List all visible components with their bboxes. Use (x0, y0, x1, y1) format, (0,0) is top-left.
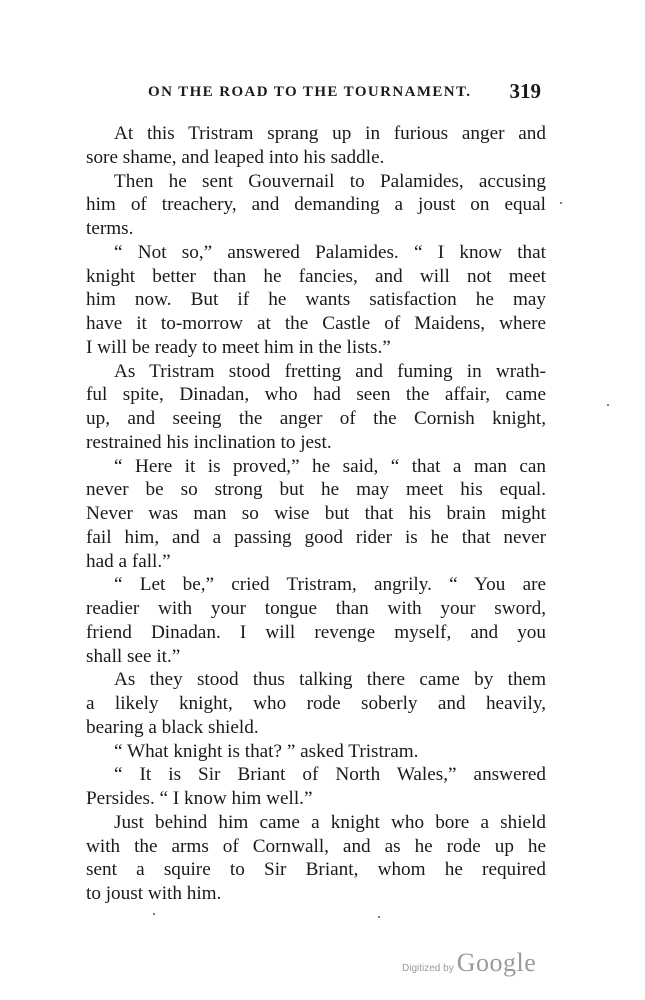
text-line: Persides. “ I know him well.” (86, 788, 313, 809)
text-line: with the arms of Cornwall, and as he rode up he (86, 835, 546, 857)
text-line: knight better than he fancies, and will not meet (86, 265, 546, 287)
text-line: readier with your tongue than with your sword, (86, 598, 546, 619)
text-line: terms. (86, 218, 134, 239)
specks (153, 913, 155, 915)
text-line: bearing a black shield. (86, 716, 259, 738)
text-line: “ Let be,” cried Tristram, angrily. “ You are (114, 574, 546, 596)
text-line: Just behind him came a knight who bore a shield (114, 811, 546, 833)
specks (607, 404, 609, 406)
specks (560, 202, 562, 204)
text-line: “ Not so,” answered Palamides. “ I know that (114, 241, 546, 263)
text-line: sent a squire to Sir Briant, whom he required (86, 859, 546, 881)
text-line: him of treachery, and demanding a joust on equal (86, 194, 546, 216)
body-text (86, 122, 546, 906)
text-line: “ Here it is proved,” he said, “ that a man can (114, 455, 546, 477)
text-line: ful spite, Dinadan, who had seen the affair, came (86, 384, 546, 406)
text-line: never be so strong but he may meet his equal. (86, 479, 546, 501)
watermark-prefix: Digitized by (402, 963, 454, 974)
text-line: restrained his inclination to jest. (86, 431, 332, 453)
text-line: him now. But if he wants satisfaction he may (86, 289, 546, 311)
text-line: friend Dinadan. I will revenge myself, and you (86, 621, 546, 643)
text-line: sore shame, and leaped into his saddle. (86, 146, 385, 168)
text-line: At this Tristram sprang up in furious anger and (114, 123, 546, 144)
text-line: Never was man so wise but that his brain might (86, 503, 546, 524)
text-line: “ What knight is that? ” asked Tristram. (114, 740, 419, 762)
specks (378, 916, 380, 918)
text-line: up, and seeing the anger of the Cornish knight, (86, 408, 546, 429)
watermark-brand: Google (456, 948, 537, 977)
text-line: As Tristram stood fretting and fuming in wrath- (114, 360, 546, 382)
digitized-by-watermark (402, 948, 536, 978)
text-line: Then he sent Gouvernail to Palamides, accusing (114, 170, 546, 192)
running-head-title: ON THE ROAD TO THE TOURNAMENT. (148, 84, 472, 100)
text-line: have it to-morrow at the Castle of Maidens, where (86, 313, 546, 334)
text-line: I will be ready to meet him in the lists.” (86, 336, 391, 358)
running-header (86, 79, 546, 107)
text-line: a likely knight, who rode soberly and heavily, (86, 693, 546, 714)
text-line: fail him, and a passing good rider is he that never (86, 526, 546, 548)
text-line: As they stood thus talking there came by them (114, 669, 546, 691)
text-line: shall see it.” (86, 645, 181, 667)
text-line: had a fall.” (86, 550, 171, 572)
page-number: 319 (509, 79, 541, 103)
text-line: “ It is Sir Briant of North Wales,” answered (114, 764, 546, 786)
text-line: to joust with him. (86, 883, 222, 904)
